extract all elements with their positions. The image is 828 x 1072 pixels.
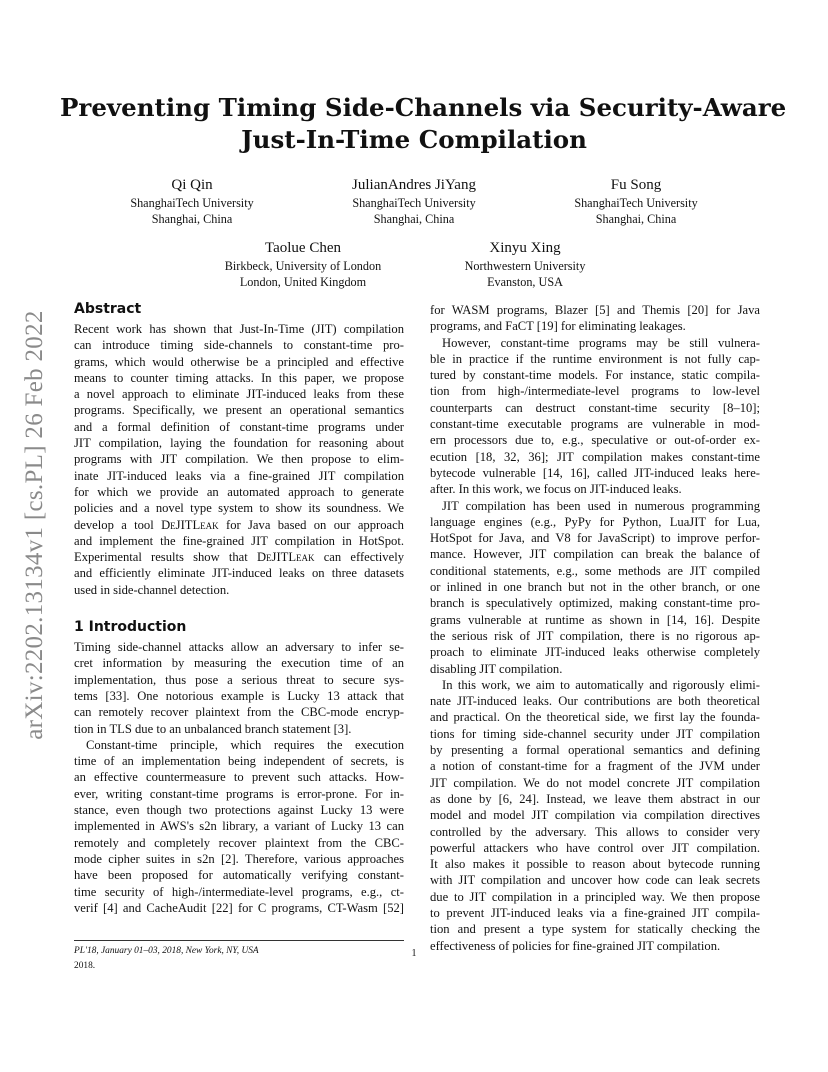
- text-line: and a formal definition of constant-time programs under: [74, 419, 404, 434]
- text-line: proach to eliminate JIT-induced leaks otherwise completely: [430, 645, 760, 660]
- author-block: [77, 176, 307, 227]
- text-line: counterparts can destruct constant-time security [8–10];: [430, 400, 760, 415]
- text-line: means to counter timing attacks. In this paper, we propose: [74, 370, 404, 385]
- text-line: verif [4] and CacheAudit [22] for C programs, CT-Wasm [52]: [74, 900, 404, 915]
- text-line: ecution [18, 32, 36]; JIT compilation makes constant-time: [430, 449, 760, 464]
- text-line: tion in TLS due to an unbalanced branch statement [3].: [74, 721, 352, 736]
- text-line: tions for timing side-channel security under JIT compilation: [430, 726, 760, 741]
- author-name: Taolue Chen: [264, 240, 341, 256]
- text-line: due to JIT compilation in a principled way. We then propose: [430, 889, 760, 904]
- text-line: implemented in AWS's s2n library, a variant of Lucky 13 can: [74, 819, 404, 834]
- text-line: implementation, thus pose a serious threat to secure sys-: [74, 672, 404, 687]
- text-line: tion from high-/intermediate-level programs to low-level: [430, 384, 760, 399]
- text-line: nate JIT-induced leaks. Our contributions are both theoretical: [430, 694, 760, 709]
- text-line: mode cipher suites in s2n [2]. Therefore, various approaches: [74, 851, 404, 866]
- text-line: HotSpot for Java, and V8 for JavaScript) to improve perfor-: [430, 531, 760, 546]
- text-line: programs. Specifically, we present an operational semantics: [74, 403, 404, 418]
- text-line: stance, even though two protections against Lucky 13 were: [74, 803, 404, 818]
- body-paragraph: [430, 335, 760, 498]
- author-name: Fu Song: [610, 177, 662, 193]
- intro-paragraph: [74, 737, 404, 916]
- text-line: Recent work has shown that Just-In-Time (JIT) compilation: [74, 322, 404, 336]
- text-line: tems [33]. One notorious example is Lucky 13 attack that: [74, 688, 404, 703]
- text-line: cret information by measuring the execution time of an: [74, 656, 404, 671]
- text-line: conditional statements, e.g., some methods are JIT compiled: [430, 563, 760, 578]
- text-line: JIT compilation. We do not model concrete JIT compilation: [430, 775, 760, 790]
- right-column: [430, 302, 760, 954]
- author-affiliation: ShanghaiTech University: [352, 196, 476, 210]
- text-line: It also makes it possible to reason about bytecode running: [430, 857, 760, 872]
- text-line: However, constant-time programs may be still vulnera-: [442, 335, 760, 350]
- author-block: [410, 239, 640, 290]
- text-line: Experimental results show that DeJITLeak can effectively: [74, 550, 404, 565]
- text-line: an effective countermeasure to prevent such attacks. How-: [74, 770, 404, 785]
- author-affiliation: ShanghaiTech University: [574, 196, 698, 210]
- abstract-heading: Abstract: [74, 301, 142, 317]
- footnote-rule: [74, 940, 404, 941]
- text-line: to prevent JIT-induced leaks via a fine-grained JIT compila-: [430, 905, 760, 920]
- text-line: for which we provide an automated approach to generate: [74, 484, 404, 499]
- intro-paragraph: [74, 639, 404, 737]
- text-line: controlled by the adversary. This allows to consider very: [430, 824, 760, 839]
- text-line: branch is speculatively optimized, making constant-time pro-: [430, 596, 760, 611]
- body-paragraph: [430, 302, 760, 335]
- body-paragraph: [430, 677, 760, 954]
- text-line: can introduce timing side-channels to constant-time pro-: [74, 338, 404, 353]
- text-line: have been proposed for automatically verifying constant-: [74, 868, 404, 883]
- title-line-1: Preventing Timing Side-Channels via Security-Aware: [60, 93, 787, 122]
- author-affiliation: ShanghaiTech University: [130, 196, 254, 210]
- text-line: time of an implementation being independent of secrets, is: [74, 754, 404, 769]
- author-name: Qi Qin: [171, 177, 213, 193]
- tool-name: DeJITLeak: [256, 550, 315, 565]
- text-line: constant-time executable programs are vulnerable in mod-: [430, 417, 760, 432]
- text-line: time security of high-/intermediate-level programs, e.g., ct-: [74, 884, 404, 899]
- venue-note: PL'18, January 01–03, 2018, New York, NY, USA: [74, 946, 259, 956]
- text-line: the serious risk of JIT compilation, there is no rigorous ap-: [430, 628, 760, 643]
- text-line: ble in practice if the runtime environment is not fully cap-: [430, 351, 760, 366]
- text-line: bytecode vulnerable [14, 16], called JIT-induced leaks here-: [430, 465, 760, 480]
- text-line: Constant-time principle, which requires the execution: [86, 737, 404, 752]
- text-line: with JIT compilation and uncover how code can leak secrets: [430, 873, 760, 888]
- text-line: disabling JIT compilation.: [430, 661, 563, 676]
- text-line: ern processors due to, e.g., speculative or out-of-order ex-: [430, 433, 760, 448]
- author-location: Evanston, USA: [487, 275, 563, 289]
- author-name: JulianAndres JiYang: [352, 177, 476, 193]
- text-line: develop a tool DeJITLeak for Java based on our approach: [74, 517, 404, 532]
- text-line: effectiveness of policies for fine-grained JIT compilation.: [430, 938, 721, 953]
- text-line: language engines (e.g., PyPy for Python, LuaJIT for Lua,: [430, 514, 760, 529]
- text-line: programs, and FaCT [19] for eliminating leakages.: [430, 319, 686, 334]
- author-location: Shanghai, China: [151, 212, 233, 226]
- author-location: London, United Kingdom: [239, 275, 367, 289]
- author-affiliation: Northwestern University: [464, 259, 586, 273]
- text-line: and efficiently eliminate JIT-induced leaks on three datasets: [74, 566, 404, 581]
- introduction-heading: 1 Introduction: [74, 619, 187, 636]
- text-line: model and model JIT compilation via compilation directives: [430, 808, 760, 823]
- text-line: by presenting a formal operational semantics and defining: [430, 743, 760, 758]
- text-line: for WASM programs, Blazer [5] and Themis [20] for Java: [430, 303, 760, 317]
- text-line: programs with JIT compilation. We then propose to elim-: [74, 452, 404, 467]
- text-line: after. In this work, we focus on JIT-induced leaks.: [430, 482, 682, 497]
- text-line: mance. However, JIT compilation can break the balance of: [430, 547, 760, 562]
- text-line: JIT compilation has been used in numerous programming: [442, 498, 760, 513]
- text-line: ever, writing constant-time programs is error-prone. For in-: [74, 786, 404, 801]
- abstract-text: [74, 321, 404, 598]
- text-line: and implement the fine-grained JIT compilation in HotSpot.: [74, 533, 404, 548]
- paper-title: [60, 92, 787, 156]
- author-block: [521, 176, 751, 227]
- text-line: grams, which would otherwise be a principled and effective: [74, 354, 404, 369]
- text-line: policies and a novel type system to show its soundness. We: [74, 501, 404, 516]
- title-line-2: Just-In-Time Compilation: [241, 125, 587, 154]
- text-line: used in side-channel detection.: [74, 582, 230, 597]
- text-line: grams vulnerable at runtime as shown in [14, 16]. Despite: [430, 612, 760, 627]
- arxiv-watermark: arXiv:2202.13134v1 [cs.PL] 26 Feb 2022: [21, 310, 48, 740]
- text-line: and practical. On the theoretical side, we first lay the founda-: [430, 710, 760, 725]
- text-line: JIT compilation, laying the foundation for reasoning about: [74, 436, 404, 451]
- text-line: tion and present a type system for statically checking the: [430, 922, 760, 937]
- text-line: inate JIT-induced leaks via a fine-grained JIT compilation: [74, 468, 404, 483]
- text-line: tured by constant-time models. For instance, static compila-: [430, 368, 760, 383]
- text-line: powerful attackers who have control over JIT compilation.: [430, 840, 760, 855]
- author-affiliation: Birkbeck, University of London: [224, 259, 382, 273]
- text-line: In this work, we aim to automatically and rigorously elimi-: [442, 677, 760, 692]
- text-line: a notion of constant-time for a fragment of the JVM under: [430, 759, 760, 774]
- text-line: as done by [6, 24]. Instead, we leave them abstract in our: [430, 791, 760, 806]
- page-number: 1: [411, 948, 417, 959]
- author-block: [188, 239, 418, 290]
- author-block: [299, 176, 529, 227]
- text-line: or inlined in one branch but not in the other branch, or one: [430, 580, 760, 595]
- body-paragraph: [430, 498, 760, 677]
- text-line: a novel approach to eliminate JIT-induced leaks from these: [74, 387, 404, 402]
- text-line: can remotely recover plaintext from the CBC-mode encryp-: [74, 705, 404, 720]
- tool-name: DeJITLeak: [161, 517, 219, 532]
- author-location: Shanghai, China: [595, 212, 677, 226]
- text-line: remotely and completely recover plaintext from the CBC-: [74, 835, 404, 850]
- year-note: 2018.: [74, 961, 96, 971]
- text-line: Timing side-channel attacks allow an adversary to infer se-: [74, 640, 404, 655]
- left-column: [74, 300, 404, 916]
- author-name: Xinyu Xing: [489, 240, 561, 256]
- author-location: Shanghai, China: [373, 212, 455, 226]
